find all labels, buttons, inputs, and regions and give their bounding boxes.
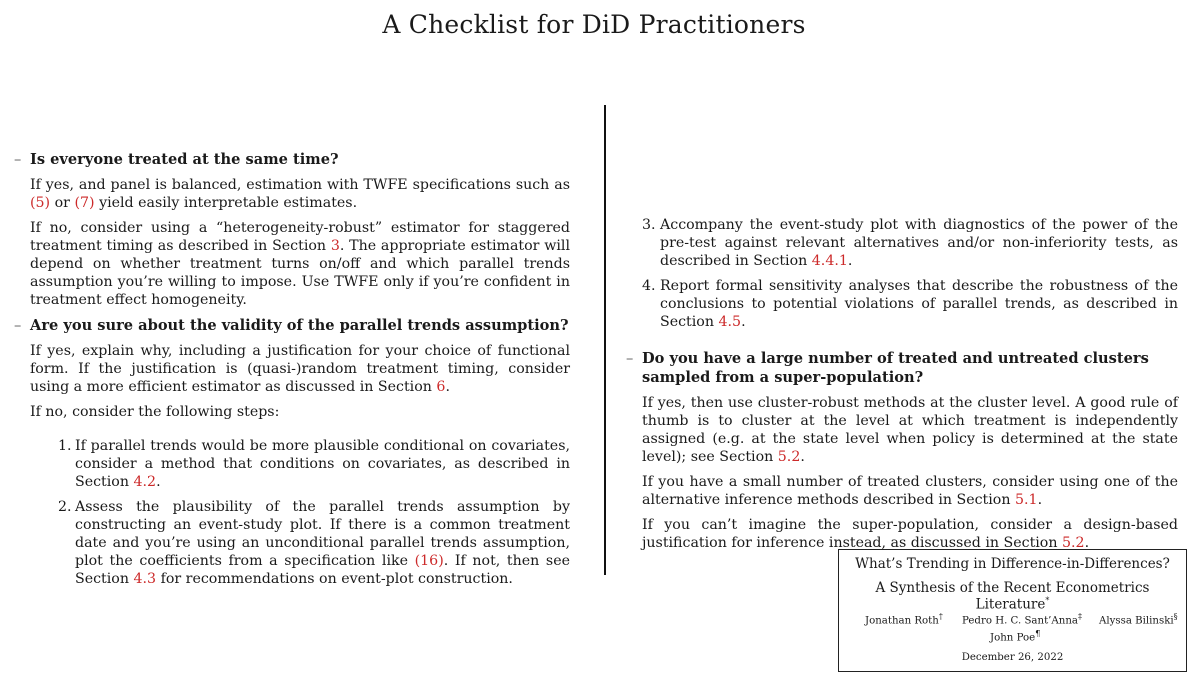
question-heading: Do you have a large number of treated and untreated clusters sampled from a super-population?	[642, 350, 1149, 386]
author: Pedro H. C. Sant’Anna‡	[962, 612, 1082, 627]
section-link[interactable]: 6	[436, 379, 446, 395]
steps-list	[626, 216, 1178, 331]
steps-list	[14, 437, 570, 588]
list-item: 4. Report formal sensitivity analyses that describe the robustness of the conclusions to potential violations of parallel trends, as described in Section 4.5.	[642, 278, 1178, 330]
author: Jonathan Roth†	[865, 612, 943, 627]
paragraph: If no, consider the following steps:	[30, 404, 280, 420]
bullet-dash: –	[14, 151, 22, 168]
section-link[interactable]: 5.2	[1062, 535, 1085, 551]
author: Alyssa Bilinski§	[1099, 612, 1178, 627]
paragraph: If yes, and panel is balanced, estimation with TWFE specifications such as (5) or (7) yield easily interpretable estimates.	[30, 177, 570, 211]
paper-citation-box	[838, 549, 1187, 672]
equation-link[interactable]: (5)	[30, 195, 51, 211]
section-link[interactable]: 4.5	[718, 314, 742, 330]
equation-link[interactable]: (7)	[74, 195, 95, 211]
list-item: 1. If parallel trends would be more plausible conditional on covariates, consider a method that conditions on covariates, as described in Section 4.2.	[58, 438, 570, 490]
question-parallel-trends	[14, 316, 570, 335]
section-link[interactable]: 3	[330, 238, 340, 254]
paragraph: If you can’t imagine the super-population, consider a design-based justification for inference instead, as discussed in Section 5.2.	[642, 517, 1178, 551]
paragraph: If no, consider using a “heterogeneity-robust” estimator for staggered treatment timing as described in Section 3. The appropriate estimator will depend on whether treatment turns on/off and which parallel trends assumption you’re willing to impose. Use TWFE only if you’re confident in treatment effect homogeneity.	[30, 220, 570, 308]
paper-title-line-2: A Synthesis of the Recent Econometrics Literature*	[875, 580, 1150, 613]
section-link[interactable]: 4.4.1	[811, 253, 848, 269]
paper-title-line-1: What’s Trending in Difference-in-Differences?	[855, 556, 1170, 572]
section-link[interactable]: 5.2	[777, 449, 801, 465]
paragraph: If yes, explain why, including a justification for your choice of functional form. If the justification is (quasi-)random treatment timing, consider using a more efficient estimator as discussed in Section 6.	[30, 343, 570, 395]
bullet-dash: –	[626, 350, 634, 367]
column-divider	[604, 105, 606, 575]
question-everyone-treated	[14, 150, 570, 169]
equation-link[interactable]: (16)	[414, 553, 444, 569]
list-item: 3. Accompany the event-study plot with diagnostics of the power of the pre-test against relevant alternatives and/or non-inferiority tests, as described in Section 4.4.1.	[642, 217, 1178, 269]
list-item: 2. Assess the plausibility of the parallel trends assumption by constructing an event-study plot. If there is a common treatment date and you’re using an unconditional parallel trends assumption, plot the coefficients from a specification like (16). If not, then see Section 4.3 for recommendations on event-plot construction.	[58, 499, 570, 587]
section-link[interactable]: 5.1	[1015, 492, 1038, 508]
author: John Poe¶	[990, 629, 1041, 644]
paragraph: If you have a small number of treated clusters, consider using one of the alternative inference methods described in Section 5.1.	[642, 474, 1178, 508]
question-heading: Is everyone treated at the same time?	[30, 151, 339, 168]
section-link[interactable]: 4.3	[133, 571, 157, 587]
question-heading: Are you sure about the validity of the parallel trends assumption?	[30, 317, 569, 334]
left-column	[14, 150, 570, 595]
paper-date: December 26, 2022	[961, 652, 1064, 663]
question-clusters	[626, 349, 1178, 387]
bullet-dash: –	[14, 317, 22, 334]
page-title: A Checklist for DiD Practitioners	[382, 10, 806, 39]
paragraph: If yes, then use cluster-robust methods at the cluster level. A good rule of thumb is to cluster at the level at which treatment is independently assigned (e.g. at the state level when policy is determined at the state level); see Section 5.2.	[642, 395, 1178, 465]
section-link[interactable]: 4.2	[133, 474, 157, 490]
right-column	[626, 216, 1178, 559]
